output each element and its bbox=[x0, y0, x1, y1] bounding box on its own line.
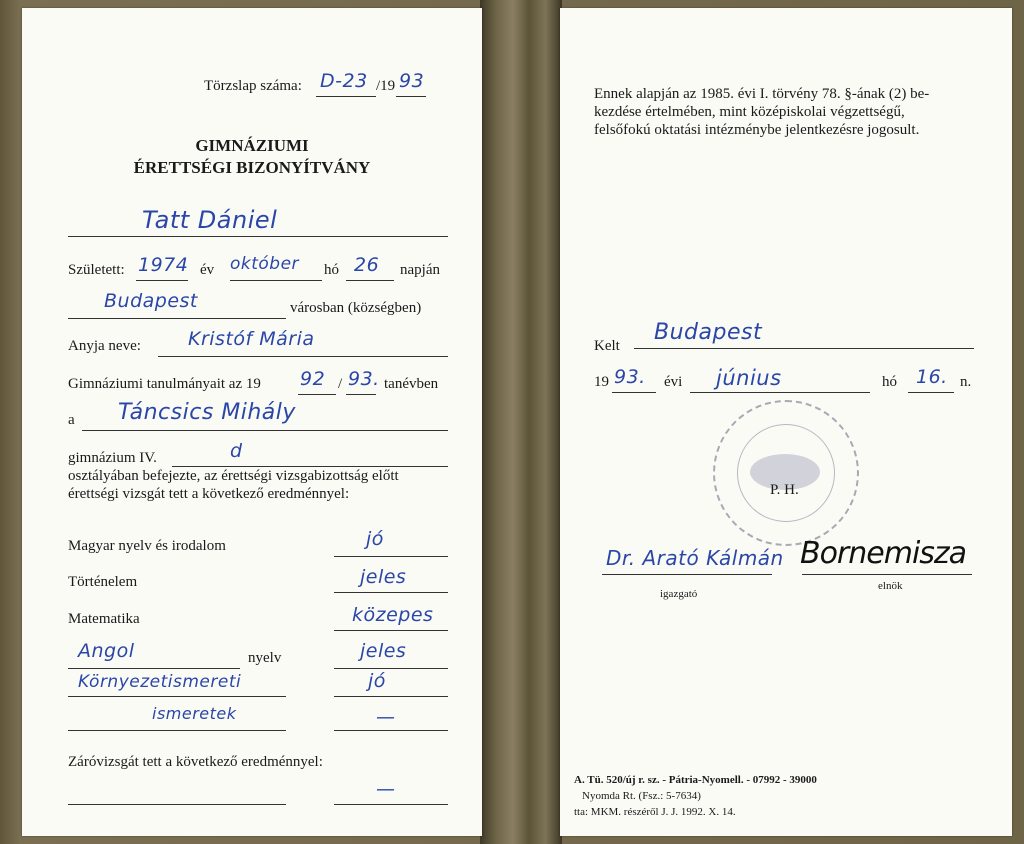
studies-slash: / bbox=[338, 376, 343, 392]
title-line-1: GIMNÁZIUMI bbox=[195, 136, 309, 155]
subject-grade: jó bbox=[366, 528, 384, 550]
year-line bbox=[612, 392, 656, 393]
day-value: 16. bbox=[916, 366, 948, 388]
school-value: Táncsics Mihály bbox=[118, 400, 296, 425]
title-line-2: ÉRETTSÉGI BIZONYÍTVÁNY bbox=[133, 158, 371, 177]
studies-year2-line bbox=[346, 394, 376, 395]
subject-grade-line bbox=[334, 630, 448, 631]
month-line bbox=[690, 392, 870, 393]
n-label: n. bbox=[960, 374, 972, 390]
name-line bbox=[68, 236, 448, 237]
language-grade-line bbox=[334, 668, 448, 669]
print-info-line-1: A. Tü. 520/új r. sz. - Pátria-Nyomell. - 07992 - 39000 bbox=[574, 774, 817, 786]
register-line bbox=[316, 96, 376, 97]
register-label: Törzslap száma: bbox=[204, 78, 302, 94]
born-year: 1974 bbox=[138, 254, 189, 276]
birthplace-line bbox=[68, 318, 286, 319]
school-line bbox=[82, 430, 448, 431]
mother-value: Kristóf Mária bbox=[188, 328, 315, 350]
law-line-1: Ennek alapján az 1985. évi I. törvény 78. §-ának (2) be- bbox=[594, 86, 930, 102]
final-exam-line-1 bbox=[68, 804, 286, 805]
subject-grade: közepes bbox=[352, 604, 434, 626]
subject-grade-line bbox=[334, 592, 448, 593]
president-line bbox=[802, 574, 972, 575]
final-exam-label: Záróvizsgát tett a következő eredménnyel: bbox=[68, 754, 323, 770]
year-prefix: 19 bbox=[594, 374, 609, 390]
left-page bbox=[22, 8, 482, 836]
elective-line bbox=[68, 696, 286, 697]
official-stamp bbox=[713, 400, 859, 546]
law-line-2: kezdése értelmében, mint középiskolai végzettségű, bbox=[594, 104, 905, 120]
studies-year2: 93. bbox=[348, 368, 380, 390]
varosban-label: városban (községben) bbox=[290, 300, 422, 316]
tanevben-label: tanévben bbox=[384, 376, 439, 392]
month-value: június bbox=[716, 366, 782, 390]
register-year-line bbox=[396, 96, 426, 97]
born-day-line bbox=[346, 280, 394, 281]
day-line bbox=[908, 392, 954, 393]
studies-year1: 92 bbox=[300, 368, 326, 390]
right-page bbox=[560, 8, 1012, 836]
elective-value-1: Környezetismereti bbox=[78, 672, 242, 692]
ph-label: P. H. bbox=[770, 482, 799, 498]
class-line bbox=[172, 466, 448, 467]
studies-year1-line bbox=[298, 394, 336, 395]
ho-label: hó bbox=[882, 374, 897, 390]
gymnasium-label: gimnázium IV. bbox=[68, 450, 157, 466]
director-label: igazgató bbox=[660, 588, 698, 600]
subject-grade-line bbox=[334, 556, 448, 557]
elective-grade: jó bbox=[368, 670, 386, 692]
register-year-prefix: /19 bbox=[376, 78, 396, 94]
kelt-line bbox=[634, 348, 974, 349]
born-month: október bbox=[230, 254, 300, 274]
subject-label: Történelem bbox=[68, 574, 138, 590]
completed-line-2: érettségi vizsgát tett a következő eredménnyel: bbox=[68, 486, 350, 502]
student-name: Tatt Dániel bbox=[142, 206, 278, 234]
director-line bbox=[602, 574, 772, 575]
register-value: D-23 bbox=[320, 70, 368, 92]
mother-label: Anyja neve: bbox=[68, 338, 141, 354]
a-label: a bbox=[68, 412, 75, 428]
studies-label: Gimnáziumi tanulmányait az 19 bbox=[68, 376, 261, 392]
elective-grade-line bbox=[334, 696, 448, 697]
print-info-line-2: Nyomda Rt. (Fsz.: 5-7634) bbox=[582, 790, 701, 802]
language-line bbox=[68, 668, 240, 669]
class-value: d bbox=[230, 440, 243, 462]
mother-line bbox=[158, 356, 448, 357]
napjan-label: napján bbox=[400, 262, 440, 278]
language-grade: jeles bbox=[360, 640, 407, 662]
kelt-label: Kelt bbox=[594, 338, 620, 354]
elective-line-2 bbox=[68, 730, 286, 731]
president-signature: Bornemisza bbox=[800, 536, 967, 571]
birthplace-value: Budapest bbox=[104, 290, 198, 312]
born-year-line bbox=[136, 280, 188, 281]
year-value: 93. bbox=[614, 366, 646, 388]
nyelv-label: nyelv bbox=[248, 650, 282, 666]
born-month-line bbox=[230, 280, 322, 281]
law-line-3: felsőfokú oktatási intézménybe jelentkezésre jogosult. bbox=[594, 122, 920, 138]
ev-label: év bbox=[200, 262, 215, 278]
completed-line-1: osztályában befejezte, az érettségi vizsgabizottság előtt bbox=[68, 468, 399, 484]
subject-label: Matematika bbox=[68, 611, 140, 627]
final-exam-value: — bbox=[376, 778, 396, 800]
extra-grade-line bbox=[334, 730, 448, 731]
register-year-value: 93 bbox=[399, 70, 425, 92]
book-spine bbox=[480, 0, 562, 844]
kelt-value: Budapest bbox=[654, 320, 763, 345]
director-signature: Dr. Arató Kálmán bbox=[606, 546, 784, 570]
president-label: elnök bbox=[878, 580, 903, 592]
ho-label: hó bbox=[324, 262, 339, 278]
subject-label: Magyar nyelv és irodalom bbox=[68, 538, 226, 554]
born-day: 26 bbox=[354, 254, 380, 276]
subject-grade: jeles bbox=[360, 566, 407, 588]
born-label: Született: bbox=[68, 262, 125, 278]
elective-value-2: ismeretek bbox=[152, 704, 237, 723]
final-exam-line-2 bbox=[334, 804, 448, 805]
print-info-line-3: tta: MKM. részéről J. J. 1992. X. 14. bbox=[574, 806, 736, 818]
extra-grade: — bbox=[376, 706, 396, 728]
language-value: Angol bbox=[78, 640, 135, 662]
evi-label: évi bbox=[664, 374, 683, 390]
